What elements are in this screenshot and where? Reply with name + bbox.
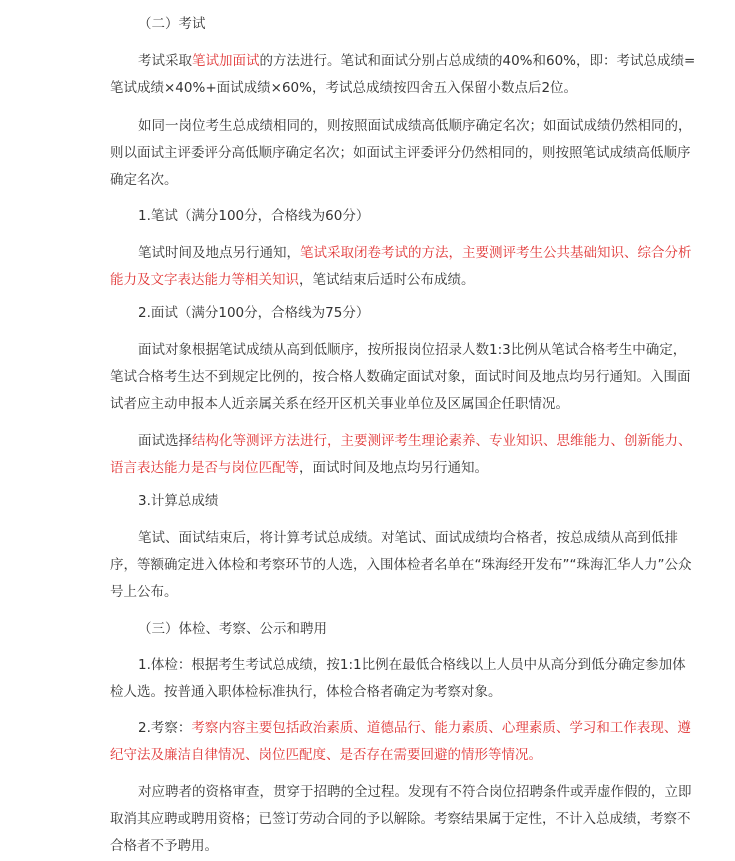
written-exam-desc-line1: 笔试时间及地点另行通知，笔试采取闭卷考试的方法，主要测评考生公共基础知识、综合分析 <box>138 245 692 261</box>
medical-exam-line2: 检人选。按普通入职体检标准执行，体检合格者确定为考察对象。 <box>110 684 502 700</box>
medical-exam-line1: 1.体检：根据考生考试总成绩，按1:1比例在最低合格线以上人员中从高分到低分确定参加体 <box>138 657 686 673</box>
highlight-written-plus-interview: 笔试加面试 <box>192 53 260 69</box>
highlight-written-content: 笔试采取闭卷考试的方法，主要测评考生公共基础知识、综合分析 <box>300 245 692 261</box>
section-heading-hiring: （三）体检、考察、公示和聘用 <box>138 621 327 637</box>
interview-method-line1: 面试选择结构化等测评方法进行，主要测评考生理论素养、专业知识、思维能力、创新能力、 <box>138 433 692 449</box>
qualification-review-line3: 合格者不予聘用。 <box>110 838 218 854</box>
highlight-written-content-cont: 能力及文字表达能力等相关知识 <box>110 272 299 288</box>
highlight-inspection-content: 考察内容主要包括政治素质、道德品行、能力素质、心理素质、学习和工作表现、遵 <box>191 720 691 736</box>
inspection-line1: 2.考察：考察内容主要包括政治素质、道德品行、能力素质、心理素质、学习和工作表现、遵 <box>138 720 691 736</box>
highlight-interview-method: 结构化等测评方法进行，主要测评考生理论素养、专业知识、思维能力、创新能力、 <box>192 433 692 449</box>
paragraph-tie-rule-line3: 确定名次。 <box>110 172 178 188</box>
paragraph-tie-rule-line1: 如同一岗位考生总成绩相同的，则按照面试成绩高低顺序确定名次；如面试成绩仍然相同的， <box>138 118 692 134</box>
inspection-line2 <box>110 745 719 765</box>
paragraph-exam-method-line1: 考试采取笔试加面试的方法进行。笔试和面试分别占总成绩的40%和60%，即：考试总成绩= <box>138 53 696 69</box>
interview-method-line2: 语言表达能力是否与岗位匹配等，面试时间及地点均另行通知。 <box>110 460 488 476</box>
total-score-desc-line2: 序，等额确定进入体检和考察环节的人选，入围体检者名单在“珠海经开发布”“珠海汇华人力”公众 <box>110 557 692 573</box>
total-score-desc-line1: 笔试、面试结束后，将计算考试总成绩。对笔试、面试成绩均合格者，按总成绩从高到低排 <box>138 530 678 546</box>
written-exam-desc-line2: 能力及文字表达能力等相关知识，笔试结束后适时公布成绩。 <box>110 272 475 288</box>
qualification-review-line2: 取消其应聘或聘用资格；已签订劳动合同的予以解除。考察结果属于定性，不计入总成绩，考察不 <box>110 811 691 827</box>
written-exam-title: 1.笔试（满分100分，合格线为60分） <box>138 208 370 224</box>
total-score-title: 3.计算总成绩 <box>138 493 219 509</box>
paragraph-tie-rule-line2: 则以面试主评委评分高低顺序确定名次；如面试主评委评分仍然相同的，则按照笔试成绩高低顺序 <box>110 145 691 161</box>
interview-title: 2.面试（满分100分，合格线为75分） <box>138 305 370 321</box>
highlight-interview-method-cont: 语言表达能力是否与岗位匹配等 <box>110 460 299 476</box>
interview-desc-line3: 试者应主动申报本人近亲属关系在经开区机关事业单位及区属国企任职情况。 <box>110 396 569 412</box>
interview-desc-line2: 笔试合格考生达不到规定比例的，按合格人数确定面试对象，面试时间及地点均另行通知。入围面 <box>110 369 691 385</box>
highlight-inspection-content-cont: 纪守法及廉洁自律情况、岗位匹配度、是否存在需要回避的情形等情况。 <box>110 747 542 763</box>
paragraph-exam-method-line2: 笔试成绩×40%+面试成绩×60%，考试总成绩按四舍五入保留小数点后2位。 <box>110 80 578 96</box>
qualification-review-line1: 对应聘者的资格审查，贯穿于招聘的全过程。发现有不符合岗位招聘条件或弄虚作假的，立即 <box>138 784 692 800</box>
section-heading-exam: （二）考试 <box>138 16 206 32</box>
interview-desc-line1: 面试对象根据笔试成绩从高到低顺序，按所报岗位招录人数1:3比例从笔试合格考生中确定， <box>138 342 687 358</box>
total-score-desc-line3: 号上公布。 <box>110 584 178 600</box>
